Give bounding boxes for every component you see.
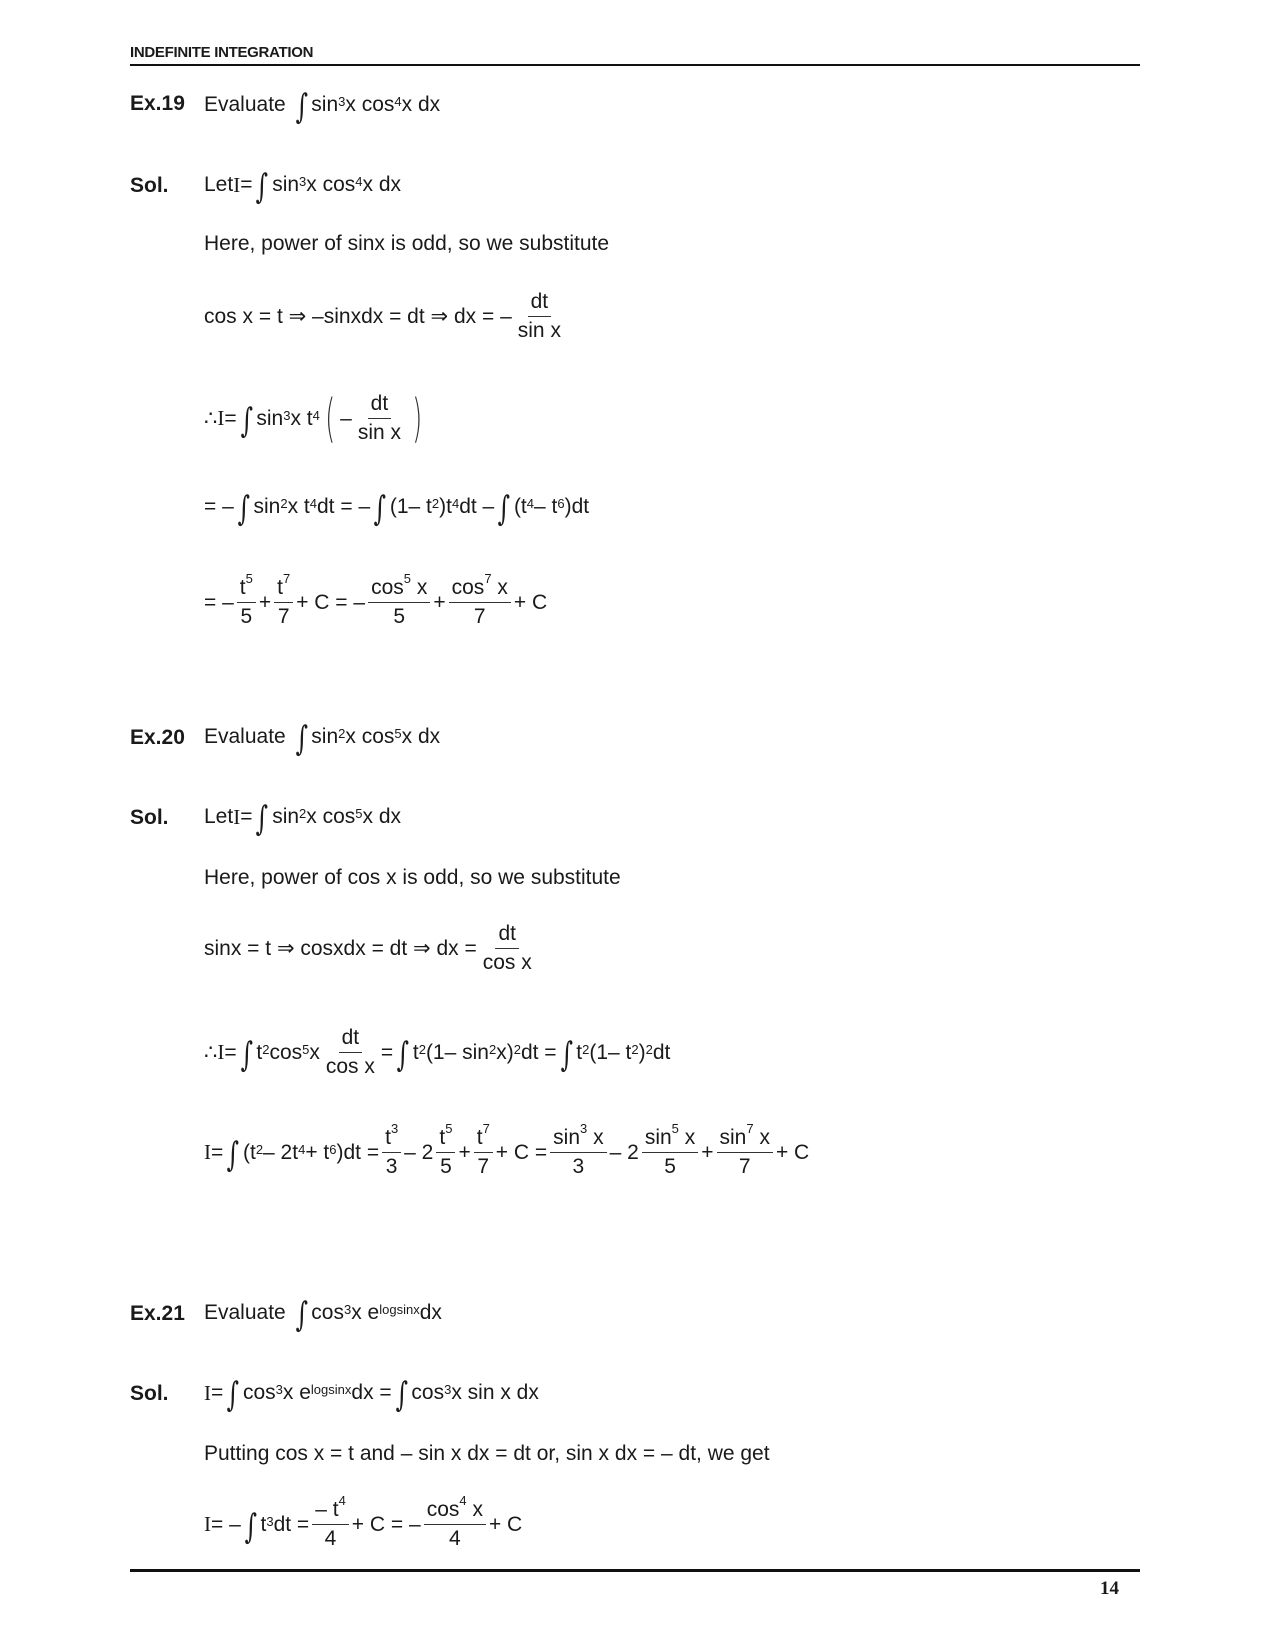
term: + t (305, 1140, 330, 1164)
exponent: 7 (282, 571, 291, 586)
numerator: dt (528, 290, 552, 317)
term: cos (451, 576, 485, 599)
ex19-text1: Here, power of sinx is odd, so we substitute (204, 232, 610, 255)
denominator: sin x (517, 319, 561, 343)
term: )t (439, 495, 452, 518)
term: sinx = t ⇒ cosxdx = dt ⇒ dx = (204, 937, 477, 961)
integral-sign-icon: ∫ (497, 489, 511, 529)
term: sin (311, 725, 339, 748)
term: sin (253, 495, 281, 518)
term: – 2 (609, 1140, 639, 1164)
term: x sin x dx (451, 1381, 539, 1404)
term: ) (638, 1040, 646, 1064)
integral-sign-icon: ∫ (256, 799, 269, 839)
var-I: I (204, 1380, 211, 1405)
exponent: 5 (403, 571, 412, 586)
exponent: 5 (671, 1121, 679, 1136)
denominator: cos x (325, 1055, 375, 1079)
term: sin (311, 93, 339, 116)
term: Let (204, 805, 234, 828)
fraction (642, 1121, 698, 1179)
evaluate-text: Evaluate (204, 1301, 286, 1324)
term: dt = (520, 1040, 557, 1064)
fraction (480, 922, 535, 975)
integral-sign-icon: ∫ (560, 1034, 573, 1075)
denominator: 3 (572, 1155, 585, 1179)
denominator: 5 (440, 1155, 452, 1179)
term: + (701, 1140, 714, 1164)
term: = – (204, 590, 234, 614)
term: + C = – (296, 590, 366, 614)
term: x (587, 1126, 604, 1149)
var-I: I (217, 406, 225, 431)
term: x (411, 576, 428, 599)
term: – 2 (404, 1140, 434, 1164)
term: + C = (495, 1140, 548, 1164)
integral-sign-icon: ∫ (396, 1034, 410, 1075)
term: )dt = (336, 1140, 380, 1164)
var-I: I (217, 1040, 225, 1065)
term: t (576, 1040, 583, 1064)
fraction (368, 571, 430, 629)
term: x (309, 1040, 320, 1064)
ex19-step2: = – ∫ sin $^2$ x t $^4$ dt = – ∫ (1– t $^2$ )t $^4$ dt – ∫ (t $^4$ – t $^6$ )dt (204, 489, 590, 529)
therefore-symbol: ∴ (204, 1040, 218, 1065)
term: cos (411, 1381, 445, 1404)
numerator: dt (495, 922, 519, 949)
term: dt – (459, 495, 495, 518)
term: x dx (362, 173, 402, 196)
fraction (474, 1121, 493, 1179)
term: dt = (273, 1512, 310, 1536)
therefore-symbol: ∴ (204, 406, 218, 431)
fraction (515, 290, 564, 343)
term: x e (351, 1301, 380, 1324)
right-paren-icon: ) (412, 388, 423, 449)
term: x dx (401, 93, 441, 116)
ex20-text1: Here, power of cos x is odd, so we substitute (204, 866, 621, 889)
numerator (717, 1121, 773, 1153)
fraction (449, 571, 511, 629)
fraction (323, 1026, 378, 1079)
left-paren-icon: ( (324, 388, 336, 449)
numerator (474, 1121, 493, 1153)
integral-sign-icon: ∫ (226, 1375, 240, 1415)
var-I: I (204, 1512, 211, 1537)
denominator: 5 (393, 605, 406, 629)
term: x (678, 1126, 696, 1149)
term: cos (426, 1498, 460, 1521)
evaluate-text: Evaluate (204, 725, 286, 748)
var-I: I (233, 172, 241, 197)
chapter-title: INDEFINITE INTEGRATION (130, 44, 314, 61)
numerator (368, 571, 430, 603)
term: – 2t (263, 1140, 299, 1164)
term: t (256, 1040, 263, 1064)
denominator: 3 (385, 1155, 398, 1179)
exponent: 3 (390, 1121, 399, 1136)
term: + C = – (351, 1512, 421, 1536)
exponent: 7 (484, 571, 492, 586)
term: dt (652, 1040, 671, 1064)
ex20-question: Evaluate ∫ sin $^2$ x cos $^5$ x dx (204, 719, 441, 759)
numerator (237, 571, 256, 603)
var-I: I (204, 1140, 211, 1165)
denominator: 7 (277, 605, 290, 629)
term: + C (775, 1140, 810, 1164)
term: t (260, 1512, 267, 1536)
term: (t (242, 1140, 256, 1164)
term: t (385, 1126, 391, 1149)
evaluate-text: Evaluate (204, 93, 286, 116)
numerator: dt (368, 392, 392, 419)
fraction (382, 1121, 401, 1179)
ex19-let: Let I = ∫ sin $^3$ x cos $^4$ x dx (204, 167, 402, 207)
ex20-let: Let I = ∫ sin $^2$ x cos $^5$ x dx (204, 799, 402, 839)
fraction (424, 1493, 486, 1551)
ex19-question: Evaluate ∫ sin $^3$ x cos $^4$ x dx (204, 87, 441, 127)
term: cos (311, 1301, 344, 1324)
term: sin (644, 1126, 672, 1149)
numerator (550, 1121, 606, 1153)
term: + C (488, 1512, 523, 1536)
integral-sign-icon: ∫ (295, 87, 308, 127)
term: t (439, 1126, 446, 1149)
ex19-subst (204, 290, 567, 343)
ex20-step2: I = ∫ (t $^2$ – 2t $^4$ + t $^6$ )dt = $\frac{t^3}{3}$ – 2 $\frac{t^5}{5}$ + $\frac{t^7}{7}$ + C = $\frac{\sin^3 x}{3}$ – 2 $\frac{\sin^5 x}{5}$ + $\frac{\sin^7 x}{7}$ + C (204, 1121, 810, 1179)
ex21-sol: I = ∫ cos $^3$ x e $^{logsinx}$ dx = ∫ cos $^3$ x sin x dx (204, 1375, 539, 1415)
fraction (274, 571, 293, 629)
exponent: 5 (245, 571, 253, 586)
header-rule (130, 64, 1140, 66)
term: x e (282, 1381, 311, 1404)
term: Let (204, 173, 234, 196)
term: )dt (564, 495, 590, 518)
denominator: 4 (448, 1527, 461, 1551)
integral-sign-icon: ∫ (244, 1506, 257, 1547)
ex19-sol-label: Sol. (130, 174, 169, 197)
page-header (130, 44, 1140, 62)
term: sin (272, 173, 300, 196)
page-number: 14 (1100, 1578, 1119, 1599)
ex19-label: Ex.19 (130, 92, 185, 115)
numerator (424, 1493, 486, 1525)
term: x) (496, 1040, 514, 1064)
term: = (380, 1040, 394, 1064)
denominator: cos x (482, 951, 532, 975)
term: x (466, 1498, 483, 1521)
ex20-sol-label: Sol. (130, 806, 169, 829)
term: x dx (362, 805, 402, 828)
term: (t (513, 495, 527, 518)
denominator: 5 (664, 1155, 676, 1179)
term: t (476, 1126, 483, 1149)
exponent: 3 (580, 1121, 588, 1136)
term: = (224, 1040, 237, 1064)
term: x cos (345, 725, 395, 748)
denominator: 4 (324, 1527, 337, 1551)
ex21-final: I = – ∫ t $^3$ dt = $\frac{- t^4}{4}$ + C = – $\frac{\cos^4 x}{4}$ + C (204, 1493, 523, 1551)
term: (1– t (389, 495, 432, 518)
integral-sign-icon: ∫ (295, 1295, 308, 1335)
footer-rule (130, 1569, 1140, 1572)
term: + (458, 1140, 471, 1164)
term: sin (256, 406, 284, 430)
integral-sign-icon: ∫ (373, 489, 387, 529)
term: x t (290, 406, 313, 430)
term: x cos (306, 805, 356, 828)
term: t (277, 576, 283, 599)
ex19-step3 (204, 571, 548, 629)
denominator: 5 (240, 605, 253, 629)
term: – t (315, 1498, 339, 1521)
var-I: I (233, 804, 241, 829)
ex21-label: Ex.21 (130, 1302, 185, 1325)
term: sin (272, 805, 300, 828)
term: x dx (401, 725, 441, 748)
numerator (449, 571, 511, 603)
term: x cos (306, 173, 356, 196)
integral-sign-icon: ∫ (395, 1375, 408, 1415)
term: + (433, 590, 446, 614)
ex19-step1: ∴ I = ∫ sin $^3$ x t $^4$ ( – $\frac{dt}{\text{sin x}}$ ) (204, 388, 423, 449)
term: dt = – (317, 495, 371, 518)
integral-sign-icon: ∫ (295, 719, 308, 759)
fraction (355, 392, 404, 445)
fraction (436, 1121, 455, 1179)
term: + (258, 590, 272, 614)
term: – t (534, 495, 558, 518)
term: x (753, 1126, 770, 1149)
fraction (550, 1121, 606, 1179)
term: x cos (345, 93, 395, 116)
denominator: 7 (738, 1155, 751, 1179)
ex21-question: Evaluate ∫ cos $^3$ x e $^{logsinx}$ dx (204, 1295, 442, 1335)
integral-sign-icon: ∫ (240, 400, 253, 441)
denominator: sin x (357, 421, 402, 445)
term: (1– sin (425, 1040, 489, 1064)
term: = (240, 805, 253, 828)
term: cos x = t ⇒ –sinxdx = dt ⇒ dx = – (204, 305, 512, 329)
term: sin (553, 1126, 581, 1149)
integral-sign-icon: ∫ (226, 1134, 240, 1175)
integral-sign-icon: ∫ (240, 1034, 253, 1075)
term: = (211, 1140, 224, 1164)
exponent: 4 (338, 1493, 346, 1508)
term: + C (513, 590, 548, 614)
numerator: dt (339, 1026, 363, 1053)
numerator (274, 571, 293, 603)
ex21-text1: Putting cos x = t and – sin x dx = dt or, sin x dx = – dt, we get (204, 1442, 770, 1465)
term: = (240, 173, 253, 196)
denominator: 7 (473, 605, 486, 629)
numerator (642, 1121, 698, 1153)
term: (1– t (589, 1040, 632, 1064)
term: – (340, 406, 352, 430)
term: sin (719, 1126, 747, 1149)
numerator (382, 1121, 401, 1153)
fraction (717, 1121, 773, 1179)
term: x t (287, 495, 310, 518)
term: x (491, 576, 508, 599)
integral-sign-icon: ∫ (256, 167, 269, 207)
term: cos (242, 1381, 276, 1404)
ex20-label: Ex.20 (130, 726, 185, 749)
integral-sign-icon: ∫ (237, 489, 250, 529)
exponent: 7 (482, 1121, 490, 1136)
exponent: 5 (445, 1121, 453, 1136)
term: = (224, 406, 237, 430)
ex20-subst (204, 922, 538, 975)
ex20-step1: ∴ I = ∫ t $^2$ cos $^5$ x $\frac{dt}{\text{cos x}}$ = ∫ t $^2$ (1– sin $^2$ x) $^2$ dt = ∫ t $^2$ (1– t $^2$ ) $^2$ dt (204, 1026, 671, 1079)
fraction (312, 1493, 349, 1551)
numerator (436, 1121, 455, 1153)
term: t (239, 576, 246, 599)
term: dx (419, 1301, 442, 1324)
term: cos (269, 1040, 303, 1064)
ex21-sol-label: Sol. (130, 1382, 169, 1405)
numerator (312, 1493, 349, 1525)
denominator: 7 (477, 1155, 490, 1179)
exponent: 4 (459, 1493, 467, 1508)
exponent: 7 (746, 1121, 754, 1136)
term: cos (371, 576, 404, 599)
term: = – (204, 495, 234, 518)
term: dx = (351, 1381, 392, 1404)
term: = – (211, 1512, 241, 1536)
term: t (412, 1040, 419, 1064)
fraction (237, 571, 256, 629)
term: = (211, 1381, 224, 1404)
